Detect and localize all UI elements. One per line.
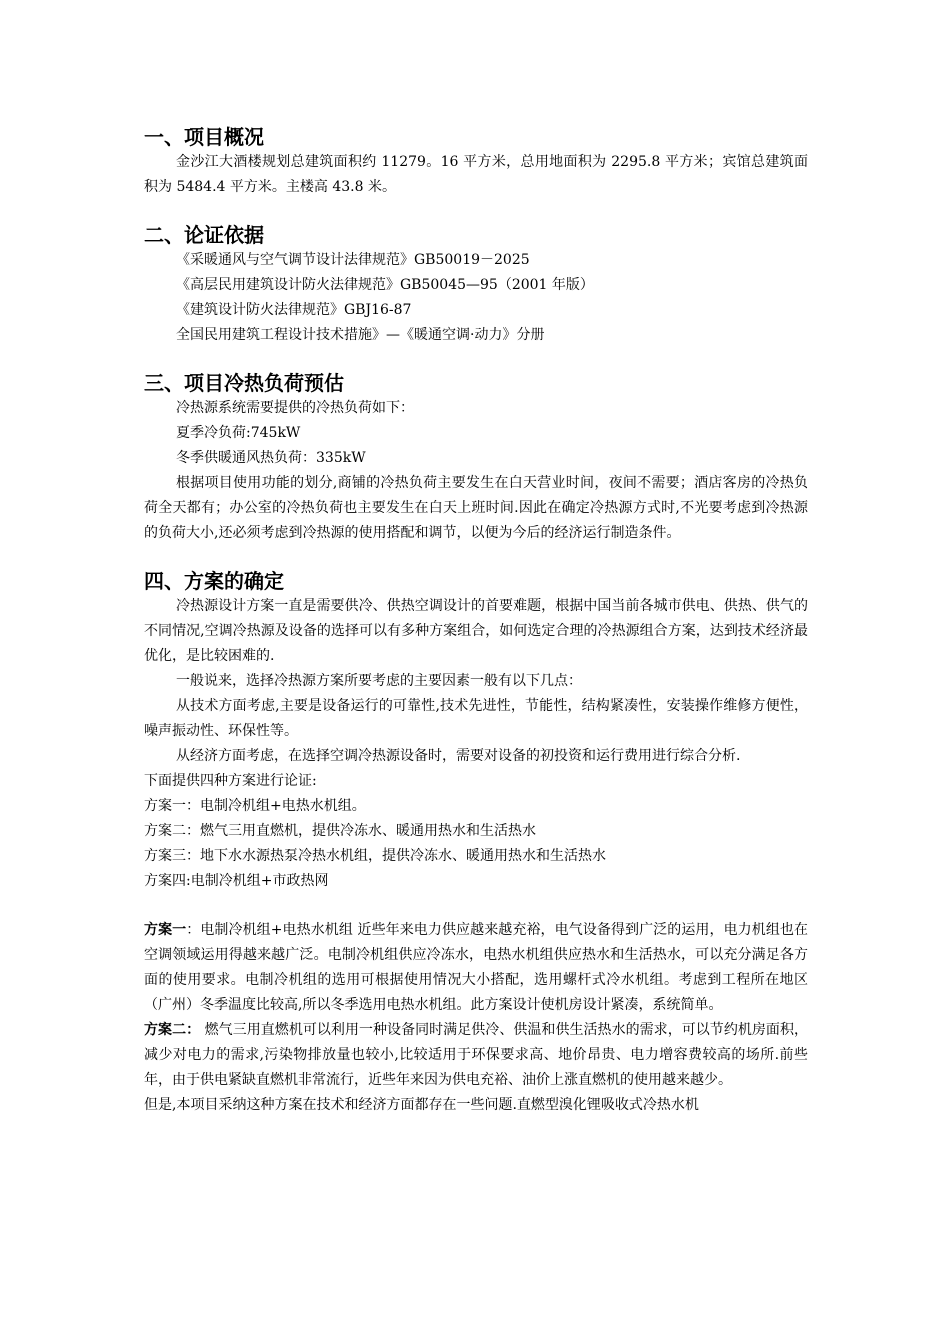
option-paragraph-1 xyxy=(144,918,808,1018)
option-text: ：电制冷机组+电热水机组 近些年来电力供应越来越充裕，电气设备得到广泛的运用，电力机组也在空调领域运用得越来越广泛。电制冷机组供应冷冻水，电热水机组供应热水和生活热水，可以充分满足各方面的使用要求。电制冷机组的选用可根据使用情况大小搭配，选用螺杆式冷水机组。考虑到工程所在地区（广州）冬季温度比较高,所以冬季选用电热水机组。此方案设计使机房设计紧凑，系统简单。 xyxy=(144,922,808,1013)
paragraph: 一般说来，选择冷热源方案所要考虑的主要因素一般有以下几点： xyxy=(176,673,582,689)
paragraph: 冷热源系统需要提供的冷热负荷如下： xyxy=(176,400,414,416)
paragraph: 下面提供四种方案进行论证: xyxy=(144,773,317,789)
section-title-plan: 四、方案的确定 xyxy=(144,569,284,593)
option-item: 方案一：电制冷机组+电热水机组。 xyxy=(144,798,366,814)
list-item: 《采暖通风与空气调节设计法律规范》GB50019－2025 xyxy=(176,252,530,268)
paragraph: 冬季供暖通风热负荷：335kW xyxy=(176,450,366,466)
section-title-overview: 一、项目概况 xyxy=(144,125,264,149)
paragraph: 但是,本项目采纳这种方案在技术和经济方面都存在一些问题.直燃型溴化锂吸收式冷热水机 xyxy=(144,1097,699,1113)
document-body xyxy=(144,124,808,1118)
option-item: 方案四:电制冷机组+市政热网 xyxy=(144,873,329,889)
option-label: 方案一 xyxy=(144,922,187,938)
paragraph: 根据项目使用功能的划分,商铺的冷热负荷主要发生在白天营业时间，夜间不需要；酒店客房的冷热负荷全天都有；办公室的冷热负荷也主要发生在白天上班时间.因此在确定冷热源方式时,不光要考虑到冷热源的负荷大小,还必须考虑到冷热源的使用搭配和调节，以便为今后的经济运行制造条件。 xyxy=(144,475,808,541)
option-paragraph-2 xyxy=(144,1018,808,1093)
paragraph: 从经济方面考虑，在选择空调冷热源设备时，需要对设备的初投资和运行费用进行综合分析. xyxy=(176,748,741,764)
list-item: 《建筑设计防火法律规范》GBJ16-87 xyxy=(176,302,412,318)
list-item: 《高层民用建筑设计防火法律规范》GB50045—95（2001 年版） xyxy=(176,277,594,293)
paragraph: 金沙江大酒楼规划总建筑面积约 11279。16 平方米，总用地面积为 2295.8 平方米；宾馆总建筑面积为 5484.4 平方米。主楼高 43.8 米。 xyxy=(144,154,808,195)
paragraph: 冷热源设计方案一直是需要供冷、供热空调设计的首要难题，根据中国当前各城市供电、供热、供气的不同情况,空调冷热源及设备的选择可以有多种方案组合，如何选定合理的冷热源组合方案，达到技术经济最优化，是比较困难的. xyxy=(144,598,808,664)
option-label: 方案二： xyxy=(144,1022,201,1038)
option-item: 方案三：地下水水源热泵冷热水机组，提供冷冻水、暖通用热水和生活热水 xyxy=(144,848,606,864)
option-text: 燃气三用直燃机可以利用一种设备同时满足供冷、供温和供生活热水的需求，可以节约机房面积，减少对电力的需求,污染物排放量也较小,比较适用于环保要求高、地价昂贵、电力增容费较高的场所.前些年，由于供电紧缺直燃机非常流行，近些年来因为供电充裕、油价上涨直燃机的使用越来越少。 xyxy=(144,1022,809,1088)
list-item: 全国民用建筑工程设计技术措施》—《暖通空调·动力》分册 xyxy=(176,327,545,343)
paragraph: 夏季冷负荷:745kW xyxy=(176,425,301,441)
section-title-basis: 二、论证依据 xyxy=(144,223,264,247)
section-title-load: 三、项目冷热负荷预估 xyxy=(144,371,344,395)
option-item: 方案二：燃气三用直燃机，提供冷冻水、暖通用热水和生活热水 xyxy=(144,823,536,839)
paragraph: 从技术方面考虑,主要是设备运行的可靠性,技术先进性，节能性，结构紧凑性，安装操作维修方便性，噪声振动性、环保性等。 xyxy=(144,698,808,739)
